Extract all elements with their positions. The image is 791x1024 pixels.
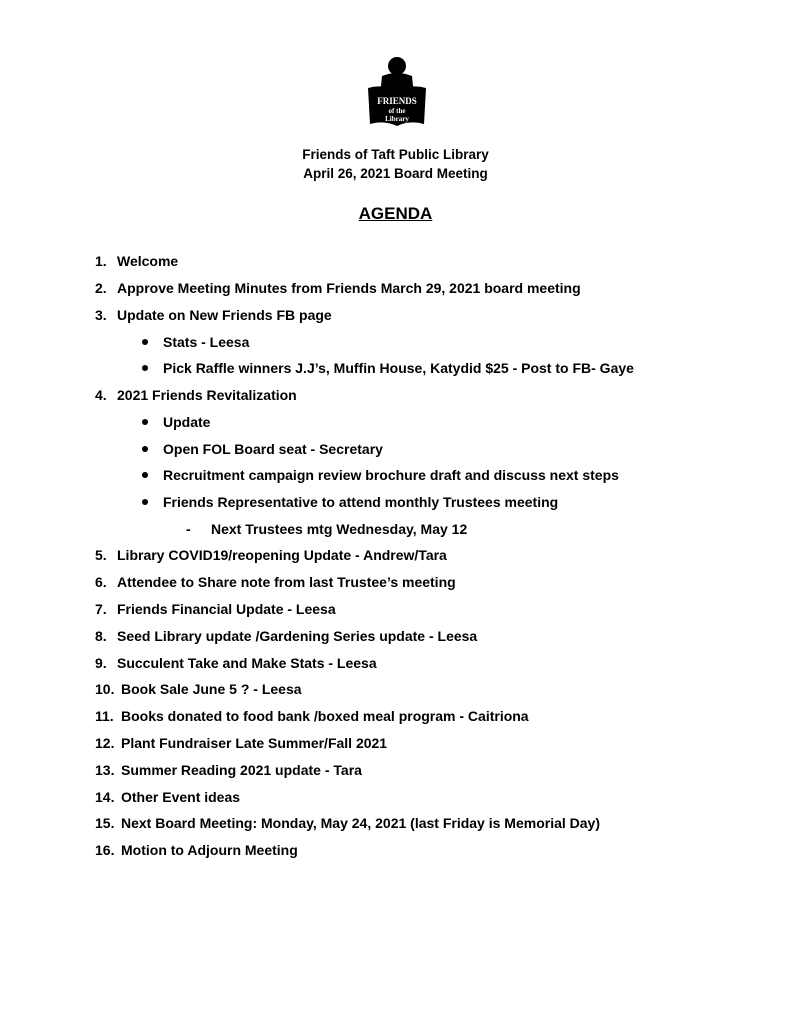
logo-text-friends: FRIENDS (377, 96, 417, 106)
item-number: 1. (95, 253, 107, 269)
item-number: 14. (95, 789, 115, 805)
agenda-item (95, 573, 456, 591)
bullet-icon (142, 446, 148, 452)
item-number: 16. (95, 842, 115, 858)
bullet-icon (142, 472, 148, 478)
item-text: Book Sale June 5 ? - Leesa (121, 681, 302, 697)
item-number: 6. (95, 574, 107, 590)
bullet-icon (142, 419, 148, 425)
item-text: 2021 Friends Revitalization (117, 387, 297, 403)
agenda-subitem (163, 413, 210, 431)
agenda-item (95, 386, 297, 404)
agenda-item (95, 814, 600, 832)
item-text: Open FOL Board seat - Secretary (163, 441, 383, 457)
item-number: 2. (95, 280, 107, 296)
agenda-item (95, 279, 581, 297)
item-text: Update (163, 414, 211, 430)
item-text: Approve Meeting Minutes from Friends March 29, 2021 board meeting (117, 280, 581, 296)
agenda-item (95, 841, 298, 859)
agenda-item (95, 680, 302, 698)
logo-text-library: Library (385, 115, 409, 123)
agenda-subitem (163, 359, 634, 377)
item-text: Attendee to Share note from last Trustee’s meeting (117, 574, 456, 590)
item-text: Recruitment campaign review brochure draft and discuss next steps (163, 467, 619, 483)
item-number: 3. (95, 307, 107, 323)
dash-marker: - (186, 521, 191, 537)
agenda-subsubitem (186, 520, 467, 538)
agenda-item (95, 252, 178, 270)
item-text: Pick Raffle winners J.J’s, Muffin House, Katydid $25 - Post to FB- Gaye (163, 360, 634, 376)
agenda-subitem (163, 493, 558, 511)
agenda-subitem (163, 440, 383, 458)
item-text: Library COVID19/reopening Update - Andrew/Tara (117, 547, 447, 563)
friends-of-the-library-reader-icon (362, 56, 432, 134)
item-number: 7. (95, 601, 107, 617)
item-number: 11. (95, 708, 114, 724)
item-number: 12. (95, 735, 115, 751)
agenda-item (95, 306, 332, 324)
bullet-icon (142, 365, 148, 371)
item-text: Books donated to food bank /boxed meal program - Caitriona (121, 708, 529, 724)
item-number: 10. (95, 681, 115, 697)
meeting-date: April 26, 2021 Board Meeting (303, 166, 488, 181)
item-number: 9. (95, 655, 107, 671)
item-number: 4. (95, 387, 107, 403)
agenda-subitem (163, 333, 249, 351)
item-text: Next Trustees mtg Wednesday, May 12 (211, 521, 468, 537)
item-text: Seed Library update /Gardening Series update - Leesa (117, 628, 478, 644)
agenda-subitem (163, 466, 619, 484)
agenda-item (95, 707, 529, 725)
item-text: Other Event ideas (121, 789, 241, 805)
agenda-title: AGENDA (358, 204, 433, 223)
agenda-item (95, 654, 377, 672)
logo-text-of-the: of the (388, 107, 406, 115)
item-text: Summer Reading 2021 update - Tara (121, 762, 362, 778)
agenda-item (95, 788, 240, 806)
organization-name: Friends of Taft Public Library (302, 147, 489, 162)
item-text: Friends Representative to attend monthly Trustees meeting (163, 494, 559, 510)
item-text: Motion to Adjourn Meeting (121, 842, 298, 858)
item-text: Succulent Take and Make Stats - Leesa (117, 655, 377, 671)
item-number: 13. (95, 762, 115, 778)
item-text: Friends Financial Update - Leesa (117, 601, 336, 617)
item-text: Next Board Meeting: Monday, May 24, 2021 (last Friday is Memorial Day) (121, 815, 600, 831)
agenda-item (95, 546, 447, 564)
item-text: Update on New Friends FB page (117, 307, 332, 323)
agenda-item (95, 627, 477, 645)
bullet-icon (142, 339, 148, 345)
item-number: 15. (95, 815, 115, 831)
item-number: 5. (95, 547, 107, 563)
agenda-item (95, 734, 387, 752)
item-text: Welcome (117, 253, 179, 269)
agenda-item (95, 600, 336, 618)
bullet-icon (142, 499, 148, 505)
item-text: Stats - Leesa (163, 334, 250, 350)
item-text: Plant Fundraiser Late Summer/Fall 2021 (121, 735, 388, 751)
item-number: 8. (95, 628, 107, 644)
agenda-item (95, 761, 362, 779)
